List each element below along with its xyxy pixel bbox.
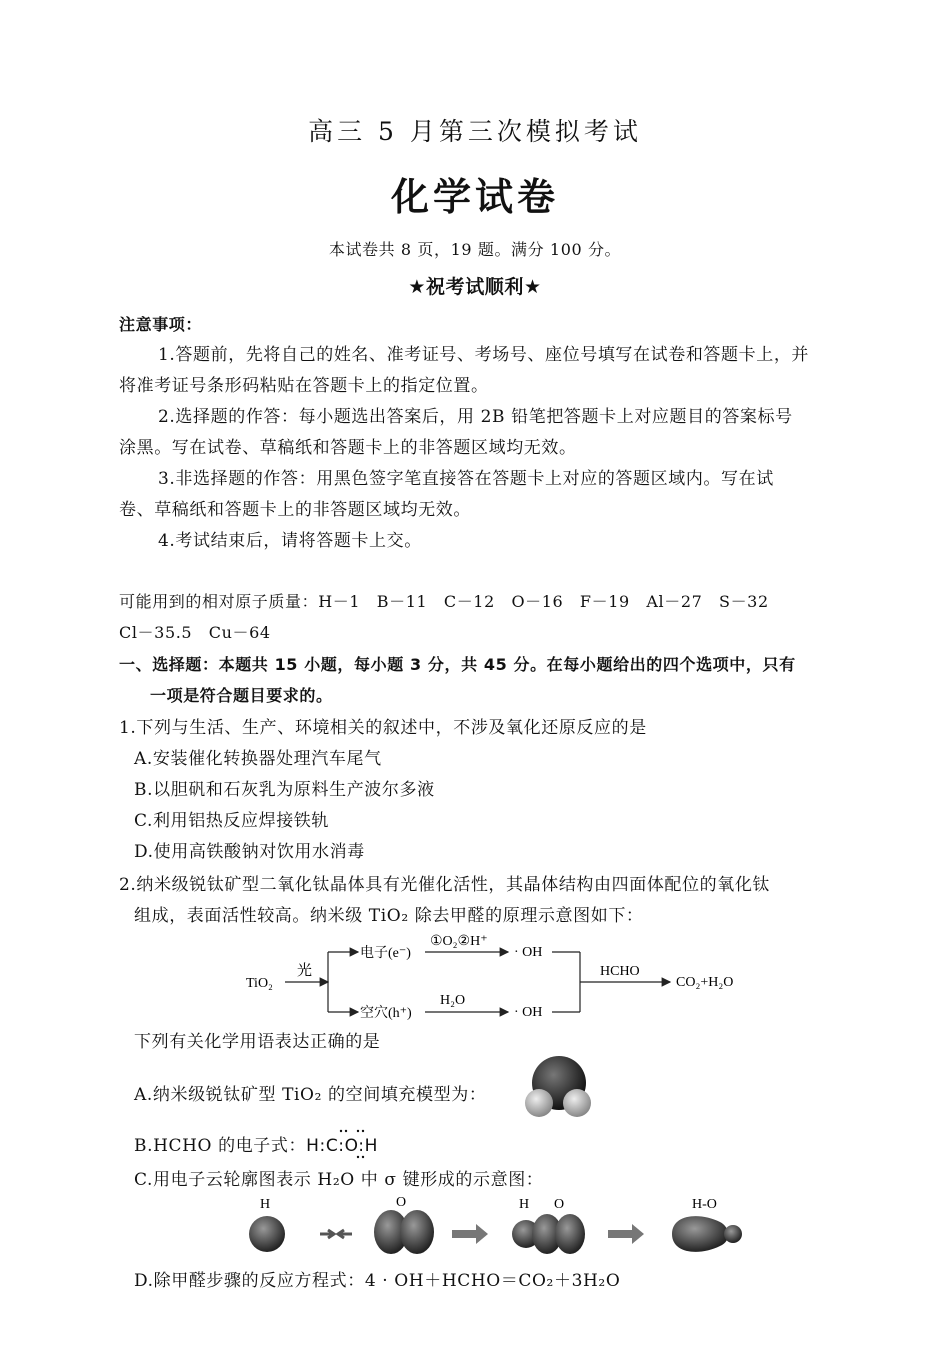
note-3-line-2: 卷、草稿纸和答题卡上的非答题区域均无效。 xyxy=(119,500,471,520)
section-1-heading-line-2: 一项是符合题目要求的。 xyxy=(150,686,333,705)
space-filling-model xyxy=(519,1055,599,1121)
diagram-electron: 电子(e⁻) xyxy=(360,946,411,961)
note-3-line-1: 3.非选择题的作答：用黑色签字笔直接答在答题卡上对应的答题区域内。写在试 xyxy=(158,469,774,489)
paper-title: 化学试卷 xyxy=(390,175,559,219)
overlap-o-right xyxy=(555,1214,585,1254)
atomic-masses-line-2: Cl－35.5 Cu－64 xyxy=(119,623,271,642)
sigma-bond-diagram xyxy=(240,1192,760,1260)
diagram-tio2: TiO₂ xyxy=(246,976,273,991)
q2-prompt: 下列有关化学用语表达正确的是 xyxy=(134,1032,381,1052)
label-h2: H xyxy=(519,1197,530,1212)
notes-heading: 注意事项： xyxy=(119,315,203,334)
approach-arrows xyxy=(320,1230,352,1238)
q1-option-b: B.以胆矾和石灰乳为原料生产波尔多液 xyxy=(134,780,435,800)
q2-stem-line-2: 组成，表面活性较高。纳米级 TiO₂ 除去甲醛的原理示意图如下： xyxy=(134,906,644,926)
section-1-heading-line-1: 一、选择题：本题共 15 小题，每小题 3 分，共 45 分。在每小题给出的四个选项中，只有 xyxy=(119,655,796,674)
q2-option-b-prefix: B.HCHO 的电子式： xyxy=(134,1136,307,1156)
label-h: H xyxy=(260,1197,271,1212)
arrow-1 xyxy=(452,1224,488,1244)
label-ho: H-O xyxy=(692,1197,717,1212)
note-2-line-2: 涂黑。写在试卷、草稿纸和答题卡上的非答题区域均无效。 xyxy=(119,438,577,458)
q1-option-d: D.使用高铁酸钠对饮用水消毒 xyxy=(134,842,365,862)
q1-option-a: A.安装催化转换器处理汽车尾气 xyxy=(134,749,382,769)
space-filling-left-atom xyxy=(525,1089,553,1117)
space-filling-right-atom xyxy=(563,1089,591,1117)
electron-dots xyxy=(325,1128,385,1160)
h-orbital xyxy=(249,1216,285,1252)
q2-option-a: A.纳米级锐钛矿型 TiO₂ 的空间填充模型为： xyxy=(134,1085,487,1105)
q1-stem: 1.下列与生活、生产、环境相关的叙述中，不涉及氧化还原反应的是 xyxy=(119,718,647,738)
tio2-reaction-diagram xyxy=(230,928,760,1028)
diagram-hole: 空穴(h⁺) xyxy=(360,1006,412,1021)
good-luck-banner: ★祝考试顺利★ xyxy=(408,276,542,298)
arrow-2 xyxy=(608,1224,644,1244)
label-o: O xyxy=(396,1195,407,1210)
note-2-line-1: 2.选择题的作答：每小题选出答案后，用 2B 铅笔把答题卡上对应题目的答案标号 xyxy=(158,407,793,427)
note-1-line-1: 1.答题前，先将自己的姓名、准考证号、考场号、座位号填写在试卷和答题卡上，并 xyxy=(158,345,810,365)
atomic-masses-line-1: 可能用到的相对原子质量：H－1 B－11 C－12 O－16 F－19 Al－27 S－32 xyxy=(119,592,769,611)
diagram-step-top: ①O₂②H⁺ xyxy=(430,934,488,949)
q2-stem-line-1: 2.纳米级锐钛矿型二氧化钛晶体具有光催化活性，其晶体结构由四面体配位的氧化钛 xyxy=(119,875,771,895)
diagram-h2o: H₂O xyxy=(440,993,466,1008)
diagram-light-label: 光 xyxy=(297,963,313,979)
sigma-bond-h xyxy=(724,1225,742,1243)
label-o2: O xyxy=(554,1197,565,1212)
exam-title: 高三 5 月第三次模拟考试 xyxy=(308,117,642,146)
hcho-electron-formula: H:C:O:H xyxy=(306,1136,379,1156)
paper-info: 本试卷共 8 页，19 题。满分 100 分。 xyxy=(328,240,622,259)
diagram-oh-bottom: · OH xyxy=(514,1005,543,1020)
diagram-hcho: HCHO xyxy=(600,964,640,979)
q2-option-c: C.用电子云轮廓图表示 H₂O 中 σ 键形成的示意图： xyxy=(134,1170,544,1190)
q1-option-c: C.利用铝热反应焊接铁轨 xyxy=(134,811,330,831)
o-orbital-right xyxy=(400,1210,434,1254)
diagram-products: CO₂+H₂O xyxy=(676,975,734,990)
q2-option-d: D.除甲醛步骤的反应方程式：4 · OH＋HCHO＝CO₂＋3H₂O xyxy=(134,1271,621,1291)
note-4: 4.考试结束后，请将答题卡上交。 xyxy=(158,531,422,551)
diagram-oh-top: · OH xyxy=(514,945,543,960)
sigma-bond-orbital xyxy=(672,1216,728,1252)
note-1-line-2: 将准考证号条形码粘贴在答题卡上的指定位置。 xyxy=(119,376,489,396)
